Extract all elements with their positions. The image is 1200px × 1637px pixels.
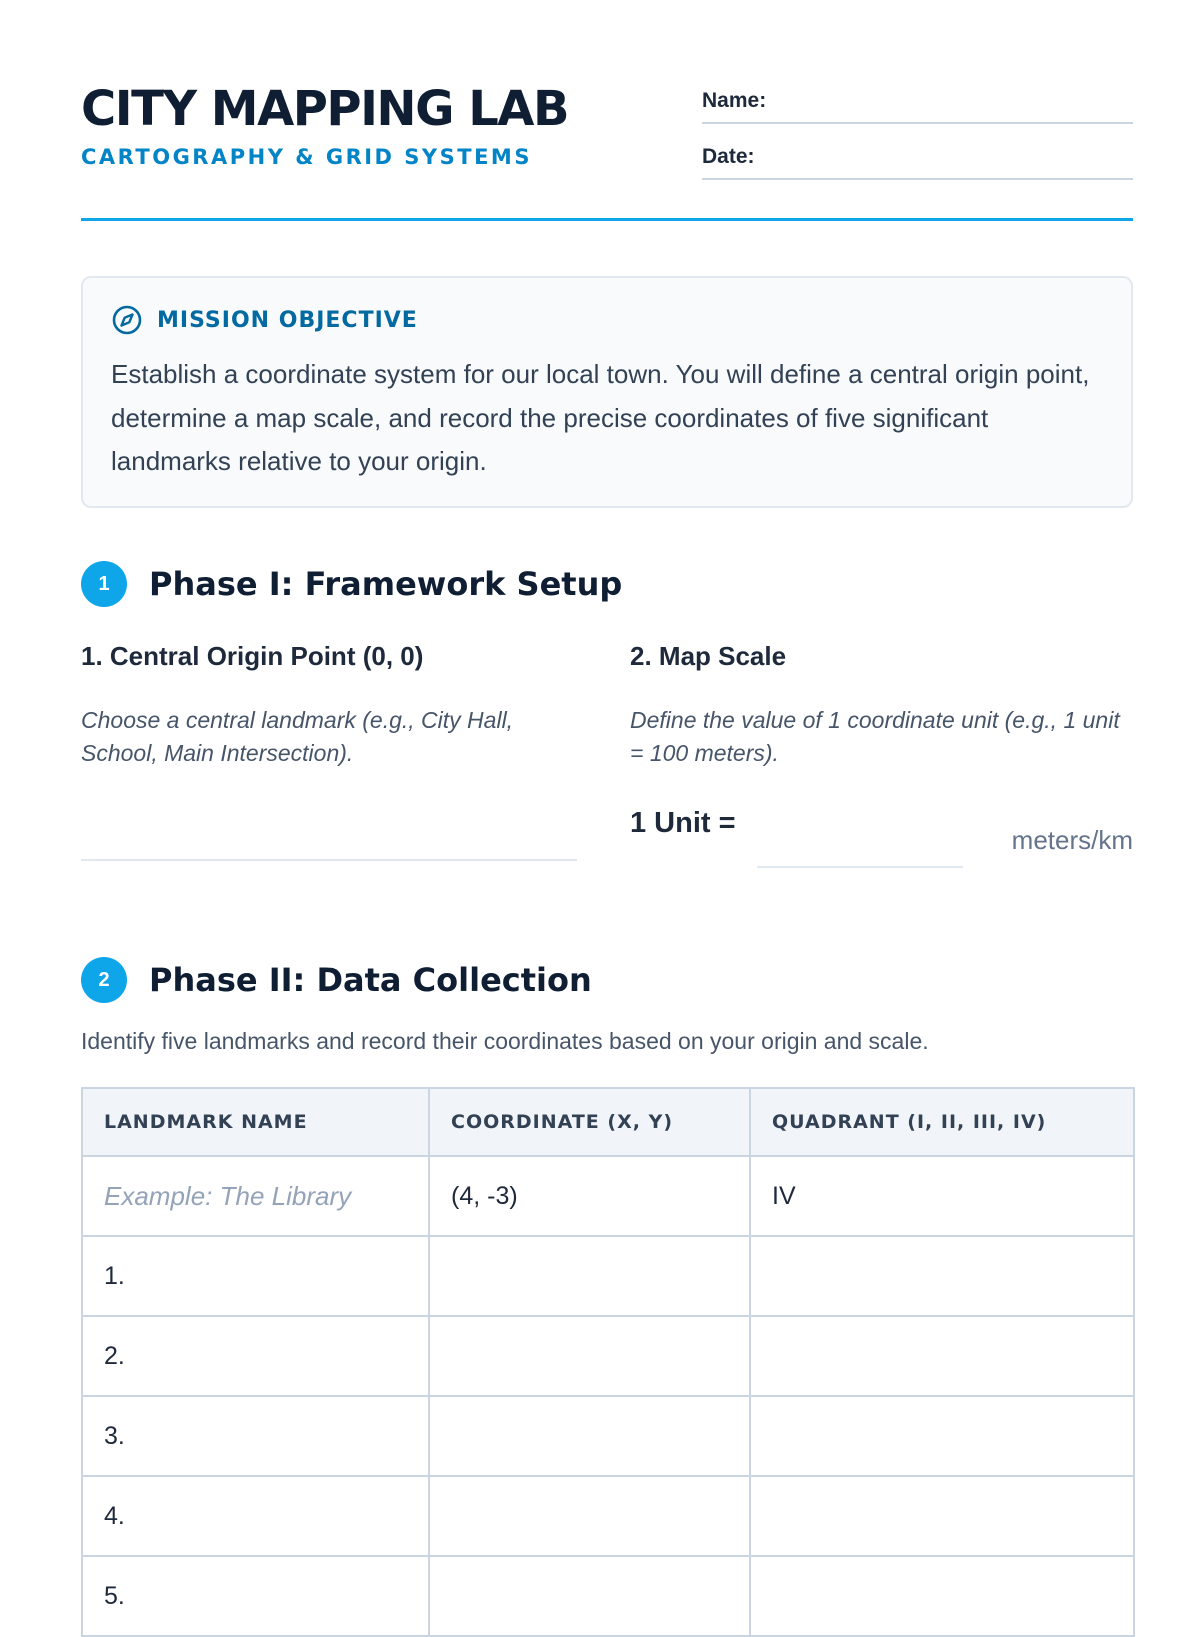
page-title: CITY MAPPING LAB	[81, 81, 569, 137]
coordinate-cell[interactable]	[429, 1396, 750, 1476]
origin-heading: 1. Central Origin Point (0, 0)	[81, 641, 424, 671]
phase-1-number-badge: 1	[81, 561, 127, 607]
origin-section	[81, 638, 577, 770]
scale-description: Define the value of 1 coordinate unit (e.g., 1 unit = 100 meters).	[630, 707, 1120, 766]
date-field[interactable]	[702, 138, 1133, 180]
landmark-table	[81, 1087, 1135, 1637]
unit-label: 1 Unit =	[630, 807, 736, 839]
phase-2-number-badge: 2	[81, 957, 127, 1003]
column-header-quadrant: QUADRANT (I, II, III, IV)	[750, 1088, 1134, 1156]
coordinate-cell[interactable]	[429, 1236, 750, 1316]
column-header-landmark: LANDMARK NAME	[82, 1088, 429, 1156]
example-coordinate: (4, -3)	[429, 1156, 750, 1236]
example-landmark-name: Example: The Library	[82, 1156, 429, 1236]
landmark-name-cell[interactable]: 4.	[82, 1476, 429, 1556]
compass-icon	[111, 304, 143, 336]
origin-description: Choose a central landmark (e.g., City Hall, School, Main Intersection).	[81, 707, 514, 766]
page-subtitle: CARTOGRAPHY & GRID SYSTEMS	[81, 145, 532, 169]
quadrant-cell[interactable]	[750, 1476, 1134, 1556]
landmark-name-cell[interactable]: 5.	[82, 1556, 429, 1636]
column-header-coordinate: COORDINATE (X, Y)	[429, 1088, 750, 1156]
origin-input-line[interactable]	[81, 859, 577, 861]
mission-box	[81, 276, 1133, 508]
table-header-row	[82, 1088, 1134, 1156]
table-row	[82, 1476, 1134, 1556]
quadrant-cell[interactable]	[750, 1556, 1134, 1636]
coordinate-cell[interactable]	[429, 1316, 750, 1396]
coordinate-cell[interactable]	[429, 1556, 750, 1636]
coordinate-cell[interactable]	[429, 1476, 750, 1556]
quadrant-cell[interactable]	[750, 1396, 1134, 1476]
scale-input-line[interactable]	[757, 866, 963, 868]
header-divider	[81, 218, 1133, 221]
table-row	[82, 1556, 1134, 1636]
landmark-name-cell[interactable]: 3.	[82, 1396, 429, 1476]
mission-text: Establish a coordinate system for our local town. You will define a central origin point, determine a map scale, and record the precise coordinates of five significant landmarks relative to your origin.	[111, 359, 1090, 476]
phase-2-heading	[81, 957, 592, 1003]
date-label: Date:	[702, 145, 755, 168]
mission-header	[111, 304, 418, 336]
name-field[interactable]	[702, 82, 1133, 124]
phase-2-description: Identify five landmarks and record their coordinates based on your origin and scale.	[81, 1028, 929, 1054]
example-row	[82, 1156, 1134, 1236]
scale-heading: 2. Map Scale	[630, 641, 787, 671]
table-row	[82, 1396, 1134, 1476]
unit-suffix: meters/km	[1011, 825, 1133, 855]
phase-1-heading	[81, 561, 622, 607]
landmark-name-cell[interactable]: 2.	[82, 1316, 429, 1396]
example-quadrant: IV	[750, 1156, 1134, 1236]
mission-title: MISSION OBJECTIVE	[157, 307, 418, 333]
landmark-name-cell[interactable]: 1.	[82, 1236, 429, 1316]
table-row	[82, 1316, 1134, 1396]
quadrant-cell[interactable]	[750, 1316, 1134, 1396]
phase-2-title: Phase II: Data Collection	[149, 961, 592, 999]
phase-1-title: Phase I: Framework Setup	[149, 565, 623, 603]
table-row	[82, 1236, 1134, 1316]
name-label: Name:	[702, 89, 767, 112]
quadrant-cell[interactable]	[750, 1236, 1134, 1316]
scale-section	[630, 638, 1133, 770]
